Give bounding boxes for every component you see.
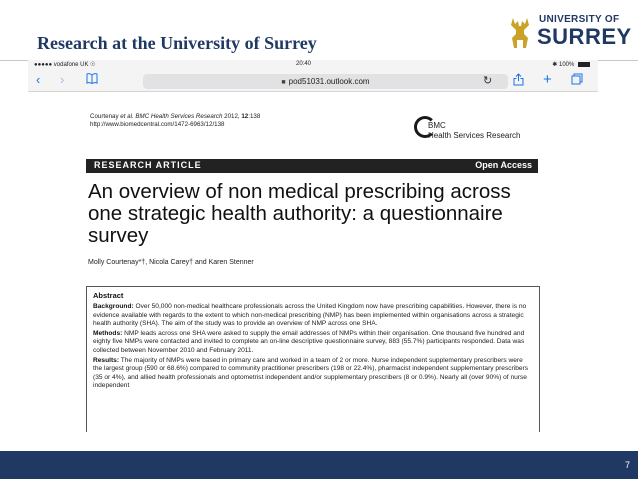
article-type: RESEARCH ARTICLE xyxy=(94,160,202,170)
url-text: pod51031.outlook.com xyxy=(288,77,370,86)
ipad-screenshot xyxy=(28,60,598,432)
citation-page: :138 xyxy=(248,113,261,120)
publisher-name xyxy=(428,121,520,141)
tabs-icon[interactable] xyxy=(571,73,583,88)
abstract-results xyxy=(93,357,533,391)
university-logo xyxy=(505,12,632,52)
citation-suffix: 2012, xyxy=(222,113,242,120)
paper-page xyxy=(28,93,598,432)
citation-volume: 12 xyxy=(241,113,249,120)
methods-label: Methods: xyxy=(93,329,123,337)
share-icon[interactable] xyxy=(513,73,524,89)
background-label: Background: xyxy=(93,303,134,310)
chevron-right-icon[interactable]: › xyxy=(60,72,65,87)
battery-status xyxy=(552,61,590,68)
authors: Molly Courtenay*†, Nicola Carey† and Karen Stenner xyxy=(88,259,254,266)
slide-title: Research at the University of Surrey xyxy=(37,33,317,53)
abstract-body xyxy=(93,303,533,392)
battery-icon xyxy=(578,62,590,67)
lock-icon: ■ xyxy=(281,79,286,86)
book-icon[interactable] xyxy=(86,73,98,87)
paper-title-line3: survey xyxy=(88,224,149,247)
results-label: Results: xyxy=(93,356,120,364)
status-time: 20:40 xyxy=(296,61,312,67)
stag-emblem-icon xyxy=(505,16,535,50)
page-number: 7 xyxy=(624,460,630,470)
background-text: Over 50,000 non-medical healthcare professionals across the United Kingdom now have prescribing capabilities. However, there is no evidence available with regards to the extent to which non-medical prescribing (NMP) has been implemented within organisations across a strategic health authority (SHA). The aim of the study was to provide an overview of NMP across one SHA. xyxy=(93,303,527,328)
citation-journal: et al. BMC Health Services Research xyxy=(120,113,223,120)
chevron-left-icon[interactable]: ‹ xyxy=(36,72,41,87)
citation-url: http://www.biomedcentral.com/1472-6963/12/138 xyxy=(90,121,225,128)
logo-university-of: UNIVERSITY OF xyxy=(539,14,620,25)
address-bar[interactable] xyxy=(143,74,508,89)
abstract-heading: Abstract xyxy=(93,291,124,300)
ios-status-bar xyxy=(28,60,598,70)
citation xyxy=(90,113,260,129)
paper-title-line2: one strategic health authority: a questionnaire xyxy=(88,202,503,225)
paper-title xyxy=(88,181,548,247)
safari-toolbar xyxy=(28,70,598,92)
footer-band xyxy=(0,451,638,479)
carrier-signal: ●●●●● vodafone UK ☉ xyxy=(34,62,96,68)
logo-surrey: SURREY xyxy=(537,24,632,49)
citation-prefix: Courtenay xyxy=(90,113,121,120)
abstract-methods xyxy=(93,330,533,356)
methods-text: NMP leads across one SHA were asked to supply the email addresses of NMPs within their organisation. One thousand five hundred and eighty five NMPs were contacted and invited to complete an on-line descriptive questionnaire survey, 883 (55.7%) participants responded. Data was collected between November 2010 and February 2011. xyxy=(93,329,525,354)
publisher-line2: Health Services Research xyxy=(428,131,521,140)
plus-icon[interactable]: + xyxy=(543,71,552,88)
battery-label: ✱ 100% xyxy=(552,62,575,68)
abstract-background xyxy=(93,303,533,329)
publisher-line1: BMC xyxy=(428,121,446,130)
paper-title-line1: An overview of non medical prescribing across xyxy=(88,180,511,203)
results-text: The majority of NMPs were based in primary care and worked in a team of 2 or more. Nurse independent supplementary prescribers were the largest group (590 or 68.6%) compared to community practitioner prescribers (198 or 22.4%), pharmacist independent supplementary prescribers (35 or 4%), and allied health professionals and optometrist independent and/or supplementary prescribers (8 or 0.9%). Nearly all (over 90%) of nurse independent xyxy=(93,356,529,390)
article-type-bar xyxy=(86,159,538,173)
reload-icon[interactable]: ↻ xyxy=(483,75,493,87)
abstract-box xyxy=(86,286,540,432)
open-access-label: Open Access xyxy=(475,160,532,170)
